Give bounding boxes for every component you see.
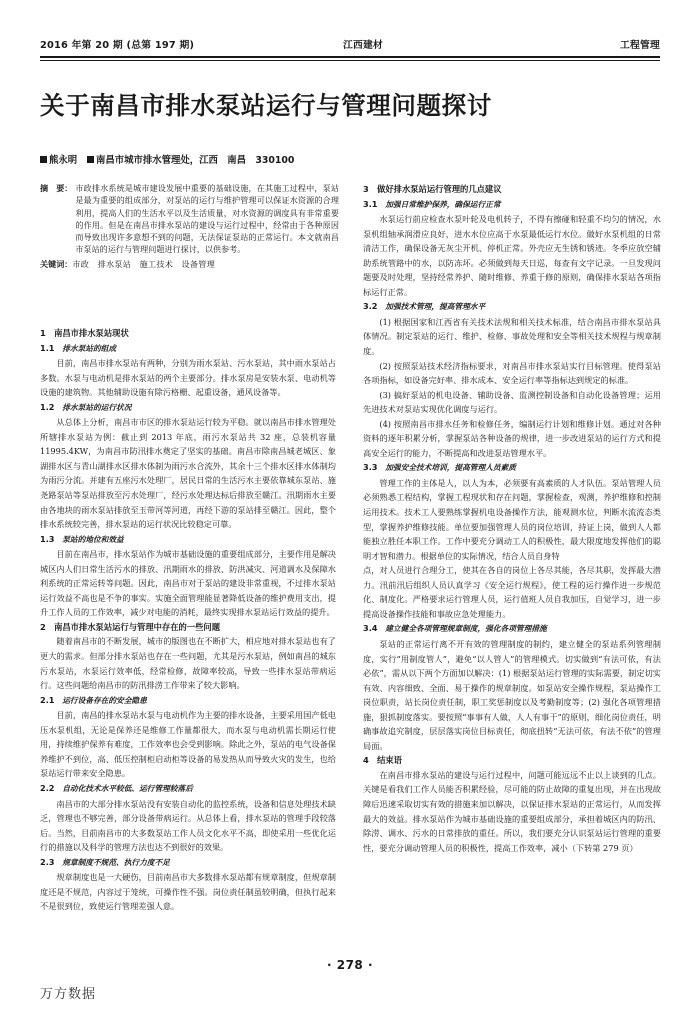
subsection-heading <box>40 781 336 797</box>
header-section: 工程管理 <box>620 40 660 51</box>
subsection-title: 泵站的地位和效益 <box>62 534 124 544</box>
subsection-title: 排水泵站的组成 <box>62 343 117 353</box>
body-paragraph: (3) 搞好泵站的机电设备、辅助设备、监测控制设备和自动化设备管理；运用先进技术对泵站实现优化调度与运行。 <box>363 389 661 415</box>
subsection-number: 3.4 <box>363 623 378 634</box>
subsection-heading <box>363 299 661 315</box>
body-paragraph: 规章制度也是一大硬伤，目前南昌市大多数排水泵站都有规章制度，但规章制度还是不规范，内容过于笼统，可操作性不强。岗位责任制虽较明确，但执行起来不是很到位，致使运行管理差强人意。 <box>40 872 336 912</box>
subsection-title: 加强安全技术培训，提高管理人员素质 <box>385 463 516 473</box>
subsection-heading <box>40 532 336 548</box>
keywords-text: 市政 排水泵站 施工技术 设备管理 <box>72 258 216 269</box>
subsection-number: 1.1 <box>40 342 55 353</box>
abstract-label: 摘 要： <box>40 183 73 193</box>
header-rule-thick <box>40 56 660 58</box>
body-paragraph: 目前，南昌的排水泵站水泵与电动机作为主要的排水设备，主要采用国产低电压水泵机组，无论是保养还是维修工作量都很大，而水泵与电动机需长期运行使用，持续维护保养有难度，工作效率也会受到影响。除此之外，泵站的电气设备保养维护不到位，高、低压控制柜启动柜等设备的易发热从而导致火灾的发生，也给泵站运行带来安全隐患。 <box>40 710 336 779</box>
body-paragraph: (4) 按照南昌市排水任务和检修任务，编制运行计划和维修计划。通过对各种资料的逐年积累分析，掌握泵站各种设备的规律，进一步改进泵站的运行方式和提高安全运行的能力，不断提高和改进泵站管理水平。 <box>363 418 661 458</box>
subsection-number: 2.3 <box>40 856 55 867</box>
subsection-number: 1.2 <box>40 401 55 412</box>
body-paragraph: 在南昌市排水泵站的建设与运行过程中，问题可能远远不止以上谈到的几点。关键是看我们工作人员能否积累经验，尽可能的防止故障的重复出现，并在出现故障后迅速采取切实有效的措施来加以解决，以保证排水泵站的正常运行，从而发挥最大的效益。排水泵站作为城市基础设施的重要组成部分，承担着城区内的防汛、除涝、调水、污水的日常排放的重任。所以，我们要充分认识泵站运行管理的重要性，要充分调动管理人员的积极性，提高工作效率，减小（下转第 279 页） <box>363 769 661 853</box>
subsection-title: 建立健全各项管理规章制度，强化各项管理措施 <box>385 624 547 634</box>
left-column <box>40 326 336 914</box>
body-paragraph: 目前在南昌市，排水泵站作为城市基础设施的重要组成部分，主要作用是解决城区内人们日常生活污水的排放、汛期雨水的排放、防洪减灾、河道调水及保障水利系统的正常运转等问题。因此，南昌市对于泵站的建设非常重视，不过排水泵站运行效益不高也是不争的事实。实施全面管理能显著降低设备的维护费用支出，提升工作人员的工作效率，减少对电能的消耗，最终实现排水泵站运行效益的提升。 <box>40 549 336 618</box>
header-issue: 2016 年第 20 期 (总第 197 期) <box>40 40 195 51</box>
square-bullet-icon <box>87 156 94 163</box>
page-number: · 278 · <box>326 958 374 972</box>
body-paragraph: 泵站的正常运行离不开有效的管理制度的制约，建立健全的泵站系列管理制度，实行“用制度管人”，避免“以人管人”的管理模式。切实做到“有法可依，有法必依”，需从以下两个方面加以解决：(1) 根据泵站运行管理的实际需要，制定切实有效、内容细致、全面、易于操作的规章制度。如泵站安全操作规程，泵站操作工岗位职责，站长岗位责任制，职工奖惩制度以及考勤制度等；(2) 强化各项管理措施，狠抓制度落实。要按照“事事有人做，人人有事干”的原则，细化岗位责任，明确事故追究制度，层层落实岗位目标责任，彻底扭转“无法可依，有法不依”的管理局面。 <box>363 638 661 751</box>
subsection-heading <box>40 341 336 357</box>
square-bullet-icon <box>40 156 47 163</box>
subsection-number: 2.2 <box>40 782 55 793</box>
running-header <box>40 38 660 54</box>
body-paragraph: (2) 按照泵站技术经济指标要求，对南昌市排水泵站实行目标管理。使得泵站各项指标，如设备完好率、排水成本、安全运行率等指标达到规定的标准。 <box>363 360 661 386</box>
body-paragraph: 管理工作的主体是人，以人为本，必须要有高素质的人才队伍。泵站管理人员必须熟悉工程结构，掌握工程现状和存在问题，掌握检查，观测，养护维修和控制运用技术。技术工人要熟练掌握机电设备操作方法，能观测水位，判断水流流态类型，掌握养护维修技能。单位要加强管理人员的岗位培训，持证上岗，做到人人都能独立胜任本职工作。工作中要充分调动工人的积极性，最大限度地发挥他们的聪明才智和潜力。根据单位的实际情况，结合人员自身特 <box>363 477 661 561</box>
body-paragraph: (1) 根据国家和江西省有关技术法规和相关技术标准，结合南昌市排水泵站具体情况。制定泵站的运行、维护、检修、事故处理和安全等相关技术规程与规章制度。 <box>363 316 661 357</box>
subsection-number: 2.1 <box>40 694 55 705</box>
section-heading: 1 南昌市排水泵站现状 <box>40 328 129 338</box>
section-heading: 2 南昌市排水泵站运行与管理中存在的一些问题 <box>40 621 221 632</box>
body-paragraph: 水泵运行前应检查水泵叶轮及电机转子，不得有擦碰和轻重不均匀的情况，水泵机组轴承润滑应良好，进水水位应高于水泵最低运行水位。做好水泵机组的日常清洁工作，确保设备无灰尘开机、停机正常。外壳应无生锈和锈迹。冬季应放空辅助系统管路中的水，以防冻坏。必须做到每天日巡，每查有文字记录。一旦发现问题要及时处理，坚持经常养护、随时维修、养重于修的原则，确保排水泵站各项指标运行正常。 <box>363 214 661 297</box>
abstract-text: 市政排水系统是城市建设发展中重要的基础设施，在其施工过程中，泵站是最为重要的组成部分，对泵站的运行与维护管理可以保证水资源的合理利用，提高人们的生活水平以及生活质量，对水资源的调度具有非常重要的作用。但是在南昌市排水泵站的建设与运行过程中，经常由于各种原因而导致出现许多意想不到的问题，无法保证泵站的正常运行。本文就南昌市泵站的运行与管理问题进行探讨，以供参考。 <box>75 183 339 255</box>
author-line <box>40 154 640 168</box>
subsection-title: 规章制度不规范、执行力度不足 <box>62 857 170 867</box>
subsection-heading <box>363 621 661 637</box>
subsection-heading <box>363 460 661 476</box>
abstract-block <box>40 182 339 270</box>
subsection-title: 排水泵站的运行状况 <box>62 402 132 412</box>
author-affiliation: 南昌市城市排水管理处，江西 南昌 330100 <box>95 155 295 166</box>
subsection-title: 加强技术管理，提高管理水平 <box>385 302 486 312</box>
subsection-title: 加强日常维护保养，确保运行正常 <box>385 199 501 209</box>
subsection-heading <box>40 693 336 709</box>
section-heading: 4 结束语 <box>363 755 402 766</box>
right-column <box>363 182 661 855</box>
author-name: 熊永明 <box>49 155 78 166</box>
subsection-heading <box>40 400 336 416</box>
body-paragraph: 从总体上分析，南昌市市区的排水泵站运行较为平稳。就以南昌市排水管理处所辖排水泵站为例：截止到 2013 年底，雨污水泵站共 32 座，总装机容量 11995.4KW，为南昌市防汛排水奠定了坚实的基础。南昌市除南昌城老城区、象湖排水区与青山湖排水区排水体制为雨污水合流外，其余十三个排水区排水体制均为雨污分流。并建有五座污水处理厂，居民日常的生活污水主要依靠城东泵站、施尧路泵站等泵站排放至污水处理厂，经污水处理达标后排放至赣江。汛期雨水主要由各地块的雨水泵站排放至玉带河等河道，再经下游的泵站排至赣江。因此，整个排水系统较完善，排水泵站的运行状况比较稳定可靠。 <box>40 417 336 530</box>
header-journal: 江西建材 <box>343 40 383 51</box>
article-title: 关于南昌市排水泵站运行与管理问题探讨 <box>40 91 492 120</box>
subsection-title: 运行设备存在的安全隐患 <box>62 695 147 705</box>
subsection-title: 自动化技术水平较低、运行管理较落后 <box>62 783 193 793</box>
keywords-label: 关键词： <box>40 258 73 269</box>
section-heading: 3 做好排水泵站运行管理的几点建议 <box>363 184 502 194</box>
subsection-heading <box>40 855 336 871</box>
body-paragraph: 点，对人员进行合理分工，使其在各自的岗位上各尽其能，各尽其职，发挥最大潜力。汛前汛后组织人员认真学习《安全运行规程》，使工程的运行操作进一步规范化、制度化。严格要求运行管理人员，运行值班人员自我加压，自觉学习，进一步提高设备操作技能和事故应急处理能力。 <box>363 565 661 619</box>
subsection-heading <box>363 197 661 213</box>
body-paragraph: 目前，南昌市排水泵站有两种，分别为雨水泵站、污水泵站，其中雨水泵站占多数。水泵与电动机是排水泵站的两个主要部分。排水泵房是安装水泵、电动机等设施的建筑物。其他辅助设施有除污格栅、起重设备，通风设备等。 <box>40 358 336 398</box>
subsection-number: 1.3 <box>40 533 55 544</box>
body-paragraph: 随着南昌市的不断发展，城市的版图也在不断扩大，相应地对排水泵站也有了更大的需求。但部分排水泵站也存在一些问题，尤其是污水泵站，例如南昌的城东污水泵站，水泵运行效率低，经常检修，故障率较高，导致一些排水泵站带病运行。这些问题给南昌市的防汛排涝工作带来了较大影响。 <box>40 636 336 691</box>
subsection-number: 3.3 <box>363 462 378 473</box>
watermark: 万方数据 <box>40 987 97 1002</box>
subsection-number: 3.2 <box>363 301 378 312</box>
body-paragraph: 南昌市的大部分排水泵站没有安装自动化的监控系统，设备和信息处理技术缺乏，管理也不够完善，部分设备带病运行。从总体上看，排水泵站的管理手段较落后。当然，目前南昌市的大多数泵站工作人员文化水平不高，即使采用一些优化运行的措施以及科学的管理方法也达不到很好的效果。 <box>40 798 336 853</box>
header-rule-thin <box>40 60 660 61</box>
subsection-number: 3.1 <box>363 198 378 209</box>
